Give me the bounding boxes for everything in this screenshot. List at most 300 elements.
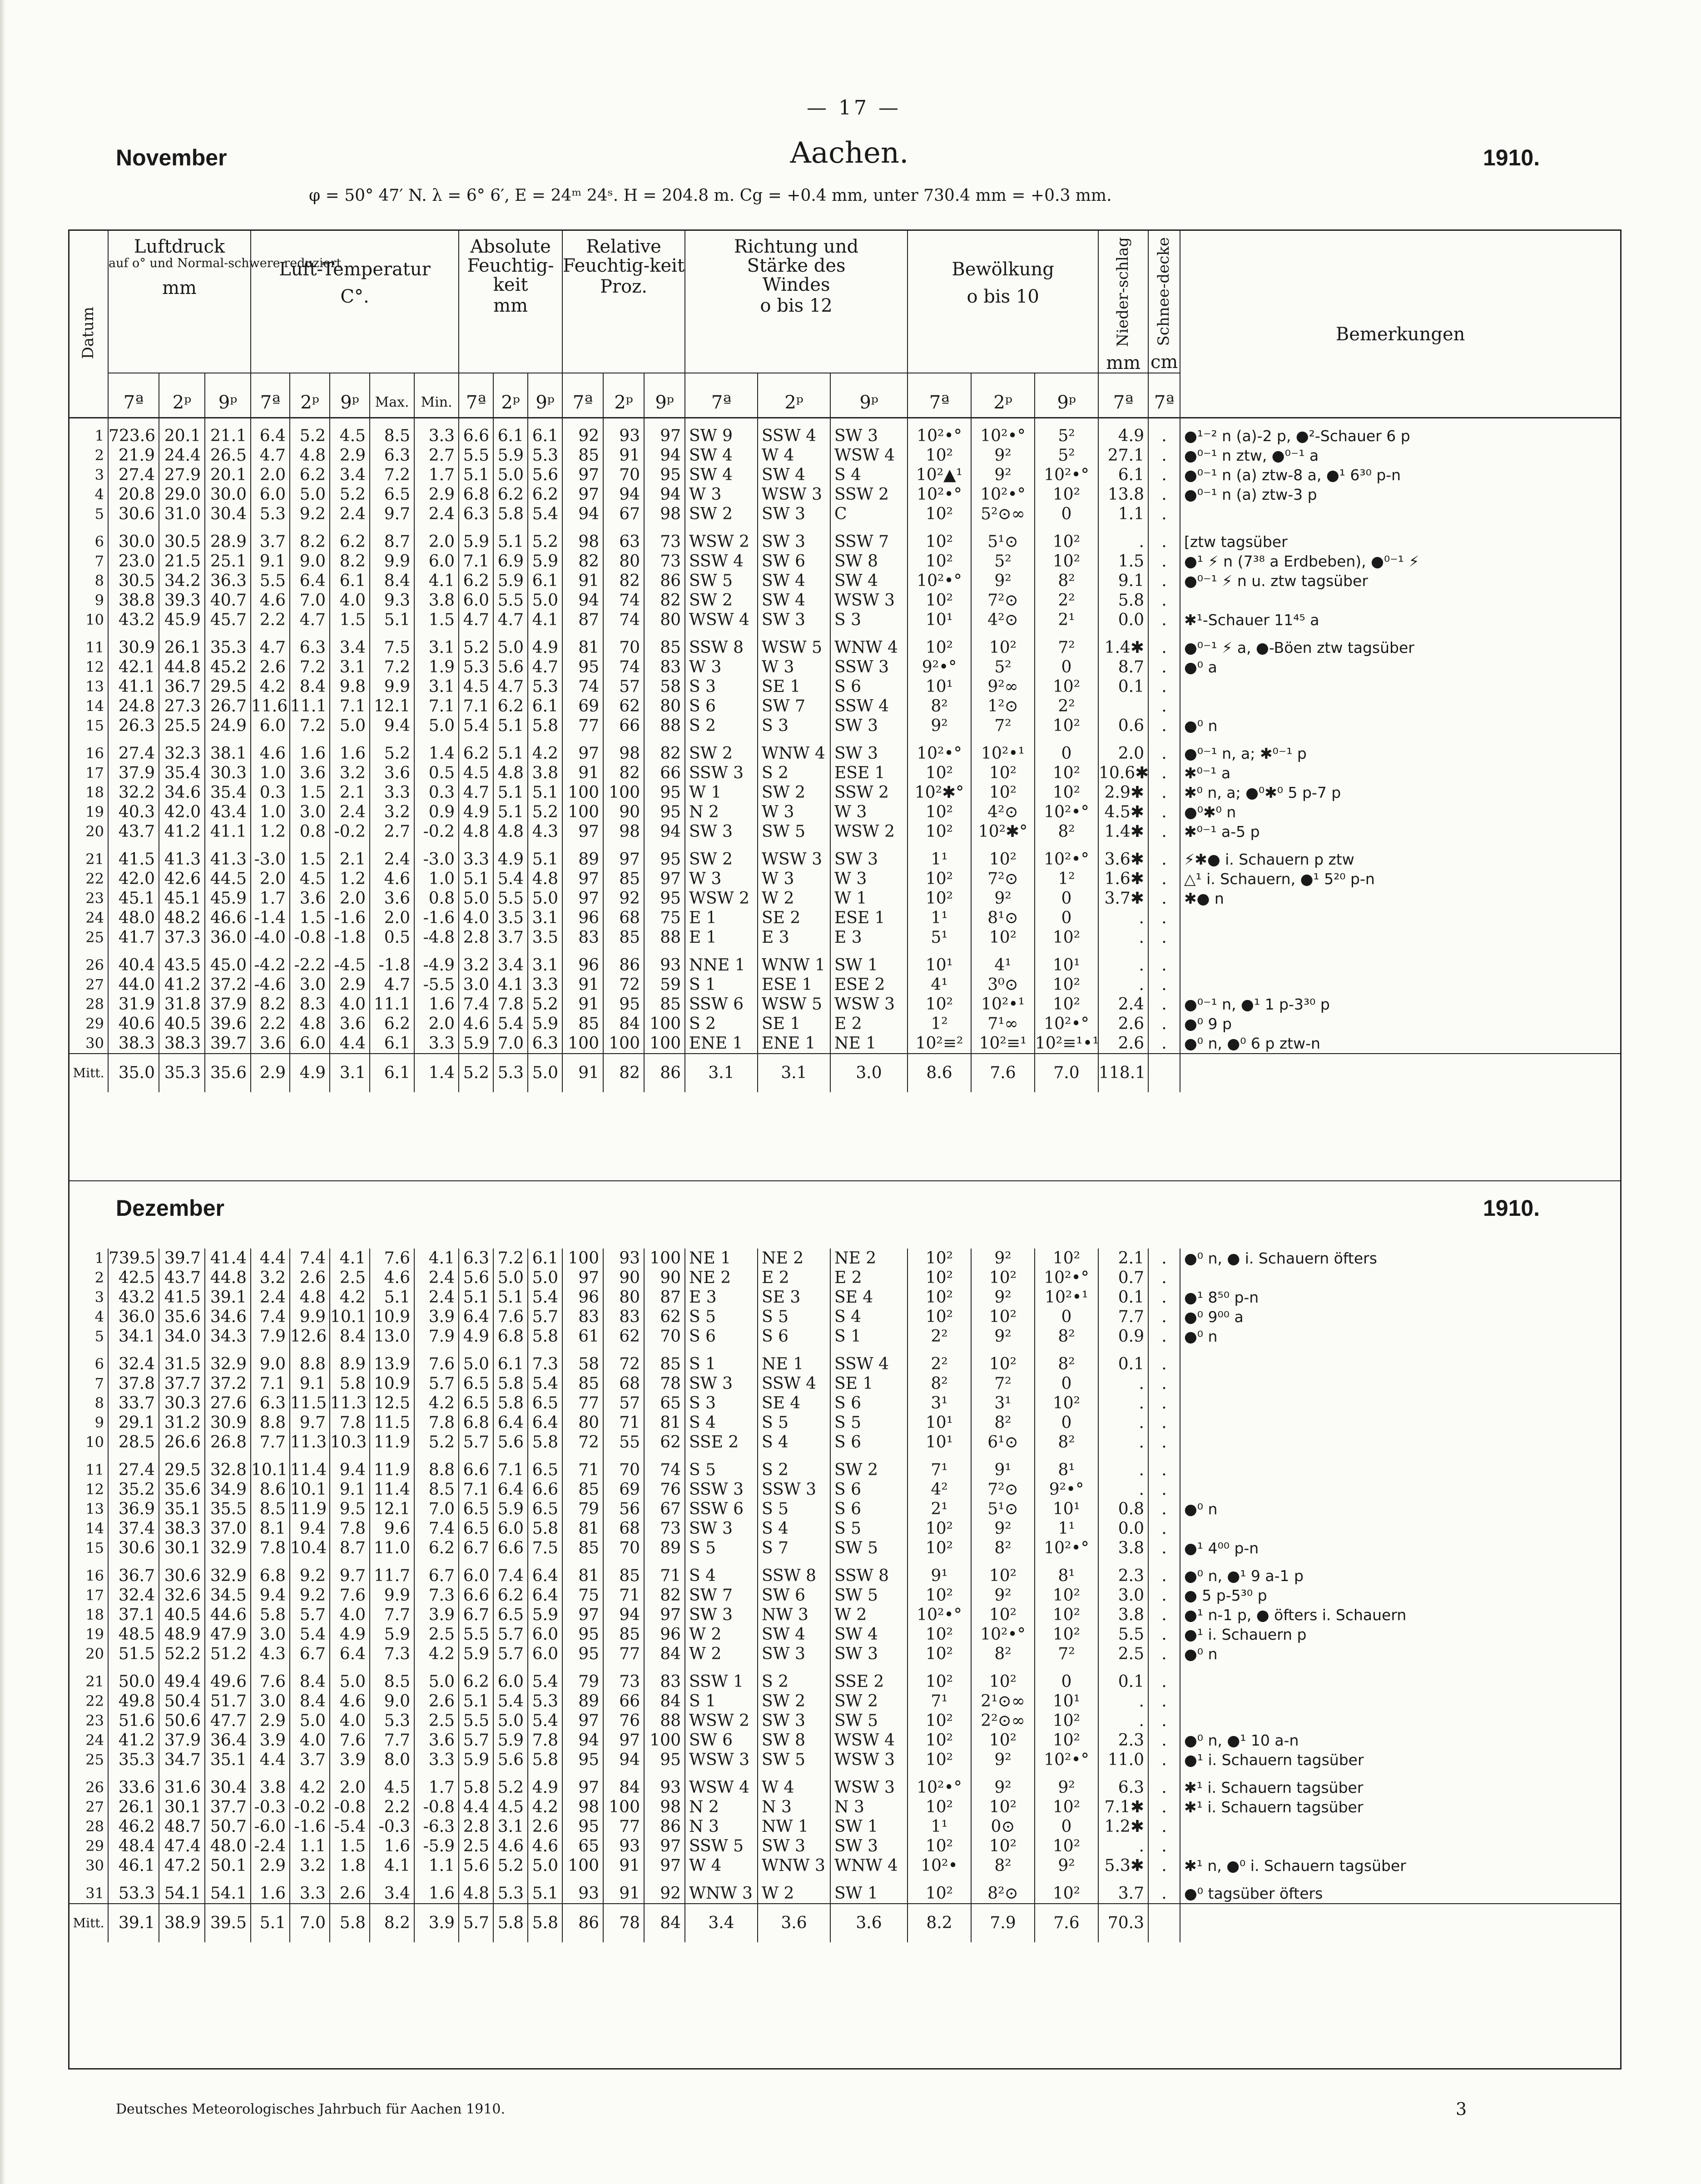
month-title-dezember: Dezember [116, 1195, 224, 1221]
spacer-cell [1180, 1452, 1620, 1460]
cell-b9: 10² [1035, 532, 1098, 552]
cell-r9: 92 [644, 1884, 685, 1904]
cell-w7: ENE 1 [685, 1034, 758, 1054]
cell-bemerkungen [1180, 1460, 1620, 1480]
cell-niederschlag: 3.7✱ [1098, 889, 1148, 908]
cell-b9: 10²•¹ [1035, 1288, 1098, 1307]
cell-r9: 95 [644, 783, 685, 802]
cell-b7: 9² [908, 716, 971, 736]
spacer-cell [414, 947, 459, 955]
cell-a2: 4.8 [493, 763, 528, 783]
table-row [69, 1268, 1620, 1288]
cell-p9: 26.5 [205, 446, 251, 465]
cell-w9: WSW 3 [830, 1778, 908, 1797]
cell-tmin: 1.9 [414, 657, 459, 677]
cell-bemerkungen: ●⁰⁻¹ n (a) ztw-3 p [1184, 486, 1317, 503]
cell-a9: 5.0 [528, 1856, 562, 1876]
cell-bemerkungen: ●⁰⁻¹ n ztw, ●⁰⁻¹ a [1184, 447, 1319, 464]
cell-t2: 9.9 [290, 1307, 330, 1327]
cell-niederschlag: 2.0 [1098, 744, 1148, 763]
cell-b7: 10¹ [908, 1433, 971, 1452]
spacer-cell [290, 630, 330, 638]
cell-p2: 25.5 [159, 716, 205, 736]
table-row [69, 744, 1620, 763]
cell-t9: 2.4 [330, 504, 370, 524]
cell-p2: 40.5 [159, 1014, 205, 1034]
cell-t9: 2.9 [330, 446, 370, 465]
cell-r7: 89 [562, 850, 603, 869]
cell-schneedecke: . [1148, 850, 1180, 869]
cell-a2: 3.4 [493, 955, 528, 975]
spacer-cell [685, 1664, 758, 1672]
cell-b9: 8¹ [1035, 1460, 1098, 1480]
spacer-cell [603, 1770, 644, 1778]
cell-b2: 7²⊙ [971, 1480, 1035, 1499]
cell-r7: 97 [562, 1711, 603, 1731]
cell-p7: 43.2 [108, 610, 159, 630]
spacer-cell [251, 947, 290, 955]
cell-tmax: 10.9 [370, 1307, 414, 1327]
spacer-cell [1148, 1452, 1180, 1460]
cell-day: 18 [69, 783, 108, 802]
cell-b2: 6¹⊙ [971, 1433, 1035, 1452]
cell-p7: 26.1 [108, 1797, 159, 1817]
cell-p9: 38.1 [205, 744, 251, 763]
cell-t9: -1.8 [330, 928, 370, 947]
cell-p2: 38.3 [159, 1519, 205, 1538]
cell-r9: 84 [644, 1644, 685, 1664]
cell-t2: 6.0 [290, 1034, 330, 1054]
cell-r2: 84 [603, 1014, 644, 1034]
cell-w2: N 3 [758, 1797, 830, 1817]
spacer-cell [205, 736, 251, 744]
cell-p2: 31.5 [159, 1354, 205, 1374]
cell-niederschlag: 3.8 [1098, 1538, 1148, 1558]
cell-p7: 32.4 [108, 1586, 159, 1605]
table-row [69, 1586, 1620, 1605]
cell-niederschlag: . [1098, 928, 1148, 947]
cell-t7: 8.2 [251, 995, 290, 1014]
spacer-cell [205, 1664, 251, 1672]
cell-b7: 10² [908, 802, 971, 822]
cell-p2: 43.7 [159, 1268, 205, 1288]
cell-r7: 81 [562, 1519, 603, 1538]
cell-p7: 21.9 [108, 446, 159, 465]
cell-schneedecke: . [1148, 783, 1180, 802]
spacer-cell [1148, 841, 1180, 850]
cell-tmax: 9.3 [370, 591, 414, 610]
cell-w9: E 2 [830, 1268, 908, 1288]
cell-p7: 26.3 [108, 716, 159, 736]
cell-t7: 6.0 [251, 716, 290, 736]
cell-t7: 3.8 [251, 1778, 290, 1797]
spacer-cell [971, 1770, 1035, 1778]
spacer-cell [528, 524, 562, 532]
spacer-cell [1148, 1770, 1180, 1778]
cell-w9: SW 4 [830, 1625, 908, 1644]
cell-r2: 94 [603, 1750, 644, 1770]
table-row [69, 869, 1620, 889]
cell-r9: 97 [644, 1856, 685, 1876]
cell-t2: 3.0 [290, 802, 330, 822]
table-row [69, 802, 1620, 822]
cell-w9: SSW 4 [830, 696, 908, 716]
cell-w2: SW 2 [758, 1691, 830, 1711]
cell-a7: 7.4 [459, 995, 493, 1014]
cell-r7: 94 [562, 1731, 603, 1750]
cell-a7: 6.3 [459, 1249, 493, 1268]
cell-w2: S 2 [758, 1460, 830, 1480]
year-november: 1910. [1483, 145, 1540, 170]
table-row [69, 1856, 1620, 1876]
cell-r7: 75 [562, 1586, 603, 1605]
table-row [69, 1836, 1620, 1856]
cell-r2: 71 [603, 1586, 644, 1605]
spacer-cell [603, 1558, 644, 1566]
cell-p7: 30.6 [108, 1538, 159, 1558]
cell-t2: 8.4 [290, 1672, 330, 1691]
cell-w7: WSW 2 [685, 1711, 758, 1731]
cell-a9: 5.0 [528, 889, 562, 908]
cell-schneedecke: . [1148, 465, 1180, 485]
cell-a2: 5.8 [493, 504, 528, 524]
cell-p9: 27.6 [205, 1393, 251, 1413]
cell-t7: -6.0 [251, 1817, 290, 1836]
cell-p7: 44.0 [108, 975, 159, 995]
cell-bemerkungen: ●⁰⁻¹ n, a; ✱⁰⁻¹ p [1184, 745, 1307, 762]
mittel-a9: 5.8 [528, 1904, 562, 1942]
spacer-cell [414, 1452, 459, 1460]
spacer-cell [562, 1664, 603, 1672]
cell-w2: SW 6 [758, 552, 830, 571]
cell-r9: 85 [644, 1354, 685, 1374]
cell-r7: 100 [562, 783, 603, 802]
cell-p2: 37.3 [159, 928, 205, 947]
table-row [69, 591, 1620, 610]
cell-w7: NE 1 [685, 1249, 758, 1268]
cell-b2: 10² [971, 1268, 1035, 1288]
cell-a7: 5.1 [459, 1288, 493, 1307]
table-row [69, 1884, 1620, 1904]
spacer-cell [69, 947, 108, 955]
cell-b2: 5¹⊙ [971, 1499, 1035, 1519]
cell-w7: WSW 2 [685, 889, 758, 908]
cell-b2: 3⁰⊙ [971, 975, 1035, 995]
cell-day: 3 [69, 1288, 108, 1307]
cell-niederschlag: 9.1 [1098, 571, 1148, 591]
spacer-cell [108, 1876, 159, 1884]
cell-w9: NE 1 [830, 1034, 908, 1054]
cell-day: 25 [69, 1750, 108, 1770]
header-luftdruck: Luftdruck auf o° und Normal-schwere reduziert mm [108, 231, 251, 373]
spacer-cell [493, 1770, 528, 1778]
cell-r9: 59 [644, 975, 685, 995]
spacer-cell [528, 1664, 562, 1672]
cell-niederschlag: 0.1 [1098, 1288, 1148, 1307]
spacer-cell [758, 736, 830, 744]
cell-p9: 37.2 [205, 1374, 251, 1393]
cell-tmax: 10.9 [370, 1374, 414, 1393]
header-bewoelkung: Bewölkung o bis 10 [908, 231, 1098, 373]
spacer-cell [644, 736, 685, 744]
spacer-cell [758, 1346, 830, 1354]
spacer-cell [603, 841, 644, 850]
spacer-cell [685, 947, 758, 955]
spacer-cell [528, 1452, 562, 1460]
cell-p2: 48.7 [159, 1817, 205, 1836]
cell-p9: 45.7 [205, 610, 251, 630]
subheader-t7-21: 7ª [1148, 373, 1180, 432]
cell-tmax: 8.0 [370, 1750, 414, 1770]
spacer-cell [908, 1770, 971, 1778]
cell-niederschlag: . [1098, 1413, 1148, 1433]
cell-a2: 5.0 [493, 1711, 528, 1731]
cell-niederschlag: 5.8 [1098, 591, 1148, 610]
cell-p9: 43.4 [205, 802, 251, 822]
cell-schneedecke: . [1148, 1691, 1180, 1711]
cell-w2: WNW 4 [758, 744, 830, 763]
cell-p2: 24.4 [159, 446, 205, 465]
cell-a2: 4.9 [493, 850, 528, 869]
cell-b9: 10² [1035, 1625, 1098, 1644]
cell-schneedecke: . [1148, 1586, 1180, 1605]
cell-t2: 5.4 [290, 1625, 330, 1644]
cell-t2: 9.2 [290, 1586, 330, 1605]
cell-b2: 10²•° [971, 485, 1035, 504]
cell-tmin: 6.2 [414, 1538, 459, 1558]
cell-a9: 4.7 [528, 657, 562, 677]
cell-b2: 10²•¹ [971, 744, 1035, 763]
cell-bemerkungen: ●¹ 8⁵⁰ p-n [1184, 1289, 1259, 1306]
cell-w7: WSW 4 [685, 1778, 758, 1797]
cell-p7: 42.0 [108, 869, 159, 889]
cell-a7: 6.4 [459, 1307, 493, 1327]
cell-r2: 62 [603, 696, 644, 716]
cell-r7: 97 [562, 1268, 603, 1288]
cell-p2: 52.2 [159, 1644, 205, 1664]
cell-bemerkungen: ✱⁰⁻¹ a-5 p [1184, 823, 1260, 841]
cell-b9: 0 [1035, 504, 1098, 524]
cell-p9: 44.8 [205, 1268, 251, 1288]
cell-a9: 6.4 [528, 1413, 562, 1433]
cell-p9: 40.7 [205, 591, 251, 610]
cell-t7: 3.2 [251, 1268, 290, 1288]
cell-w9: W 3 [830, 869, 908, 889]
cell-a7: 5.6 [459, 1268, 493, 1288]
spacer-cell [251, 841, 290, 850]
row-spacer [69, 1770, 1620, 1778]
cell-w7: WSW 2 [685, 532, 758, 552]
page-edge [0, 0, 5, 2184]
cell-r2: 90 [603, 802, 644, 822]
cell-p7: 43.2 [108, 1288, 159, 1307]
cell-p2: 38.3 [159, 1034, 205, 1054]
cell-bemerkungen [1180, 504, 1620, 524]
cell-t9: 2.1 [330, 783, 370, 802]
cell-p2: 40.5 [159, 1605, 205, 1625]
cell-a2: 5.1 [493, 802, 528, 822]
cell-r7: 97 [562, 889, 603, 908]
cell-b7: 2² [908, 1327, 971, 1346]
cell-b7: 10² [908, 1538, 971, 1558]
cell-p7: 51.5 [108, 1644, 159, 1664]
cell-p9: 29.5 [205, 677, 251, 696]
cell-r2: 91 [603, 1856, 644, 1876]
cell-tmin: 1.7 [414, 1778, 459, 1797]
cell-schneedecke: . [1148, 426, 1180, 446]
cell-p2: 54.1 [159, 1884, 205, 1904]
cell-r9: 67 [644, 1499, 685, 1519]
cell-a9: 5.2 [528, 995, 562, 1014]
mittel-row [69, 1054, 1620, 1092]
spacer-cell [251, 1770, 290, 1778]
cell-schneedecke: . [1148, 638, 1180, 657]
cell-b7: 10² [908, 446, 971, 465]
cell-w7: S 5 [685, 1307, 758, 1327]
cell-r9: 84 [644, 1691, 685, 1711]
cell-r2: 71 [603, 1413, 644, 1433]
cell-t7: 2.2 [251, 610, 290, 630]
cell-a7: 5.9 [459, 1034, 493, 1054]
mittel-a9: 5.0 [528, 1054, 562, 1092]
cell-r7: 91 [562, 995, 603, 1014]
cell-b2: 0⊙ [971, 1817, 1035, 1836]
spacer-cell [159, 524, 205, 532]
cell-tmin: 0.5 [414, 763, 459, 783]
cell-w2: S 2 [758, 1672, 830, 1691]
cell-b2: 9² [971, 1249, 1035, 1268]
cell-a2: 7.1 [493, 1460, 528, 1480]
mittel-b7: 8.2 [908, 1904, 971, 1942]
cell-p2: 39.7 [159, 1249, 205, 1268]
cell-r2: 93 [603, 1836, 644, 1856]
cell-r9: 97 [644, 1836, 685, 1856]
spacer-cell [251, 524, 290, 532]
cell-niederschlag: 1.4✱ [1098, 822, 1148, 841]
header-wind: Richtung und Stärke des Windes o bis 12 [685, 231, 908, 373]
spacer-cell [1035, 1346, 1098, 1354]
cell-bemerkungen [1180, 1691, 1620, 1711]
cell-t2: -2.2 [290, 955, 330, 975]
cell-b2: 9² [971, 1327, 1035, 1346]
cell-w2: SSW 3 [758, 1480, 830, 1499]
cell-r2: 80 [603, 552, 644, 571]
spacer-cell [290, 1770, 330, 1778]
spacer-cell [528, 1558, 562, 1566]
table-row [69, 1750, 1620, 1770]
cell-tmax: 9.7 [370, 504, 414, 524]
cell-t2: 8.4 [290, 677, 330, 696]
spacer-cell [159, 736, 205, 744]
cell-t9: 3.9 [330, 1750, 370, 1770]
cell-p2: 36.7 [159, 677, 205, 696]
cell-w2: W 2 [758, 1884, 830, 1904]
subheader-t9-2: 9ᵖ [205, 373, 251, 432]
spacer-cell [908, 736, 971, 744]
cell-p9: 39.6 [205, 1014, 251, 1034]
cell-t7: 4.7 [251, 638, 290, 657]
cell-t7: -4.2 [251, 955, 290, 975]
cell-b9: 2² [1035, 591, 1098, 610]
cell-t9: 8.2 [330, 552, 370, 571]
cell-b9: 0 [1035, 1817, 1098, 1836]
cell-w7: SW 2 [685, 850, 758, 869]
cell-w9: SW 5 [830, 1711, 908, 1731]
cell-r9: 80 [644, 696, 685, 716]
cell-t9: -0.2 [330, 822, 370, 841]
spacer-cell [562, 1452, 603, 1460]
cell-a7: 5.5 [459, 1711, 493, 1731]
cell-b9: 10²•° [1035, 850, 1098, 869]
cell-tmax: 12.1 [370, 696, 414, 716]
cell-b9: 10¹ [1035, 1691, 1098, 1711]
cell-r2: 72 [603, 975, 644, 995]
cell-w2: ESE 1 [758, 975, 830, 995]
mittel-p9: 39.5 [205, 1904, 251, 1942]
cell-day: 7 [69, 552, 108, 571]
cell-r7: 100 [562, 1034, 603, 1054]
cell-r2: 86 [603, 955, 644, 975]
cell-r9: 95 [644, 802, 685, 822]
cell-a7: 5.1 [459, 869, 493, 889]
spacer-cell [908, 630, 971, 638]
cell-a9: 5.8 [528, 1519, 562, 1538]
cell-w7: S 6 [685, 1327, 758, 1346]
cell-a7: 6.7 [459, 1605, 493, 1625]
cell-p9: 51.2 [205, 1644, 251, 1664]
cell-r7: 91 [562, 975, 603, 995]
cell-schneedecke: . [1148, 1034, 1180, 1054]
spacer-cell [1180, 947, 1620, 955]
cell-w2: NE 1 [758, 1354, 830, 1374]
cell-t2: 11.3 [290, 1433, 330, 1452]
cell-tmax: 4.1 [370, 1856, 414, 1876]
cell-t7: 2.6 [251, 657, 290, 677]
cell-t2: 11.4 [290, 1460, 330, 1480]
cell-tmin: -5.5 [414, 975, 459, 995]
spacer-cell [830, 1664, 908, 1672]
cell-a7: 5.8 [459, 1778, 493, 1797]
cell-tmax: 9.0 [370, 1691, 414, 1711]
cell-t2: 5.7 [290, 1605, 330, 1625]
spacer-cell [758, 1452, 830, 1460]
mittel-p2: 38.9 [159, 1904, 205, 1942]
cell-w2: WNW 3 [758, 1856, 830, 1876]
cell-r9: 96 [644, 1625, 685, 1644]
cell-b7: 10² [908, 552, 971, 571]
spacer-cell [528, 736, 562, 744]
cell-b9: 10² [1035, 783, 1098, 802]
cell-p7: 49.8 [108, 1691, 159, 1711]
cell-tmin: 3.3 [414, 426, 459, 446]
spacer-cell [644, 1770, 685, 1778]
cell-tmin: 2.5 [414, 1625, 459, 1644]
header-schneedecke: Schnee-decke cm [1148, 231, 1180, 373]
cell-b7: 10² [908, 1836, 971, 1856]
cell-r9: 73 [644, 532, 685, 552]
cell-t2: 11.9 [290, 1499, 330, 1519]
cell-t9: 3.1 [330, 657, 370, 677]
cell-t2: 12.6 [290, 1327, 330, 1346]
spacer-cell [1098, 524, 1148, 532]
spacer-cell [370, 1664, 414, 1672]
cell-schneedecke: . [1148, 1374, 1180, 1393]
cell-w2: S 2 [758, 763, 830, 783]
cell-p2: 41.5 [159, 1288, 205, 1307]
cell-b9: 10²•° [1035, 802, 1098, 822]
row-spacer [69, 1876, 1620, 1884]
spacer-cell [562, 1770, 603, 1778]
